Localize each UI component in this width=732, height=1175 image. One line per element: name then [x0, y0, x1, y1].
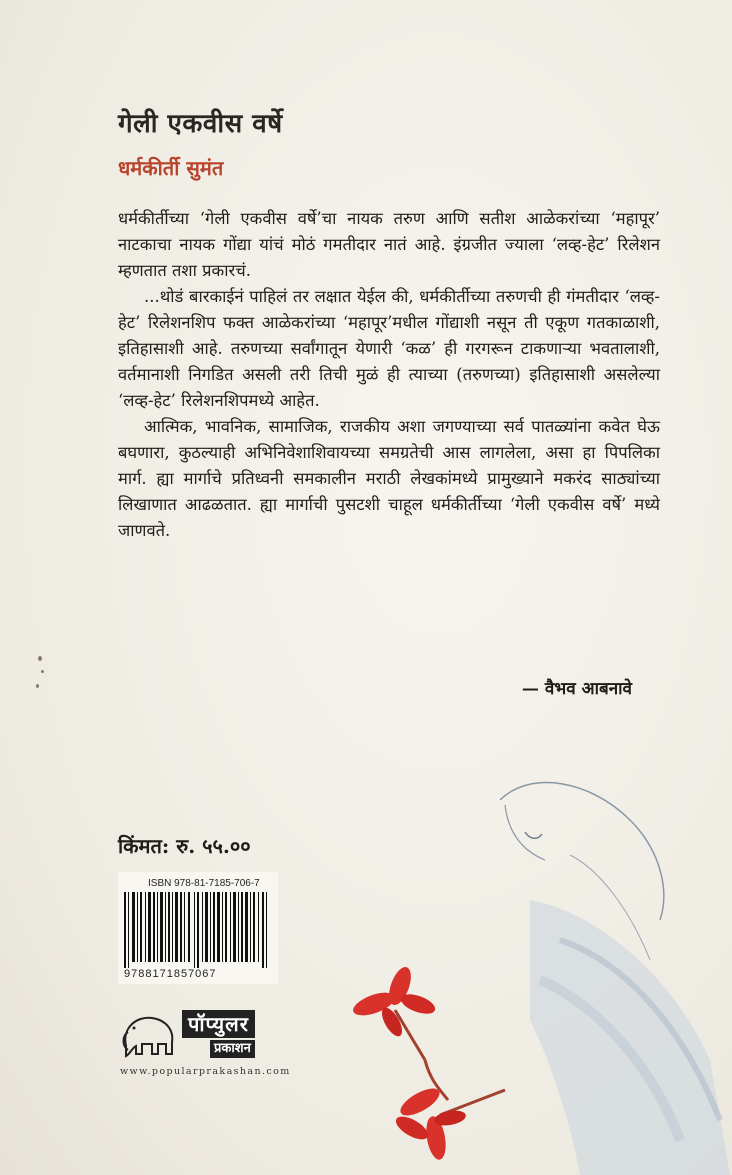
publisher-name: पॉप्युलर	[182, 1010, 255, 1038]
blurb	[118, 206, 660, 544]
flower-bottom	[392, 1083, 505, 1161]
page-speck	[38, 656, 42, 661]
publisher-website: www.popularprakashan.com	[120, 1066, 291, 1077]
page-speck	[36, 684, 39, 688]
barcode-number: 9788171857067	[124, 968, 217, 980]
blurb-paragraph-1: धर्मकीर्तीच्या ‘गेली एकवीस वर्षे’चा नायक तरुण आणि सतीश आळेकरांच्या ‘महापूर’ नाटकाचा नायक गोंद्या यांचं मोठं गमतीदार नातं आहे. इंग्रजीत ज्याला ‘लव्ह-हेट’ रिलेशन म्हणतात तशा प्रकारचं.	[118, 209, 660, 280]
cover-illustration	[330, 760, 730, 1175]
elephant-icon	[118, 1008, 178, 1062]
book-title: गेली एकवीस वर्षे	[118, 109, 283, 139]
isbn-text: ISBN 978-81-7185-706-7	[148, 878, 260, 889]
isbn-barcode	[118, 872, 278, 984]
publisher-subtitle: प्रकाशन	[210, 1040, 255, 1058]
publisher-logo	[118, 1004, 330, 1084]
price-label: किंमत: रु. ५५.००	[118, 834, 251, 858]
blurb-paragraph-2: ...थोडं बारकाईनं पाहिलं तर लक्षात येईल की, धर्मकीर्तीच्या तरुणची ही गंमतीदार ‘लव्ह-हेट’ रिलेशनशिप फक्त आळेकरांच्या ‘महापूर’मधील गोंद्याशी नसून ती एकूण गतकाळाशी, इतिहासाशी आहे. तरुणच्या सर्वांगातून येणारी ‘कळ’ ही गरगरून टाकणाऱ्या भवतालाशी, वर्तमानाशी निगडित असली तरी तिची मुळं ही त्याच्या (तरुणच्या) इतिहासाशी असलेल्या ‘लव्ह-हेट’ रिलेशनशिपमध्ये आहेत.	[118, 287, 660, 410]
page-speck	[41, 670, 44, 673]
blurb-paragraph-3: आत्मिक, भावनिक, सामाजिक, राजकीय अशा जगण्याच्या सर्व पातळ्यांना कवेत घेऊ बघणारा, कुठल्याही अभिनिवेशाशिवायच्या समग्रतेची आस लागलेला, असा हा पिपलिका मार्ग. ह्या मार्गाचे प्रतिध्वनी समकालीन मराठी लेखकांमध्ये प्रामुख्याने मकरंद साठ्यांच्या लिखाणात आढळतात. ह्या मार्गाची पुसटशी चाहूल धर्मकीर्तीच्या ‘गेली एकवीस वर्षे’ मध्ये जाणवते.	[118, 417, 660, 540]
barcode-bars	[124, 892, 272, 968]
flower-top	[350, 964, 448, 1100]
author-name: धर्मकीर्ती सुमंत	[118, 156, 224, 180]
reviewer-signature: — वैभव आबनावे	[521, 679, 632, 699]
